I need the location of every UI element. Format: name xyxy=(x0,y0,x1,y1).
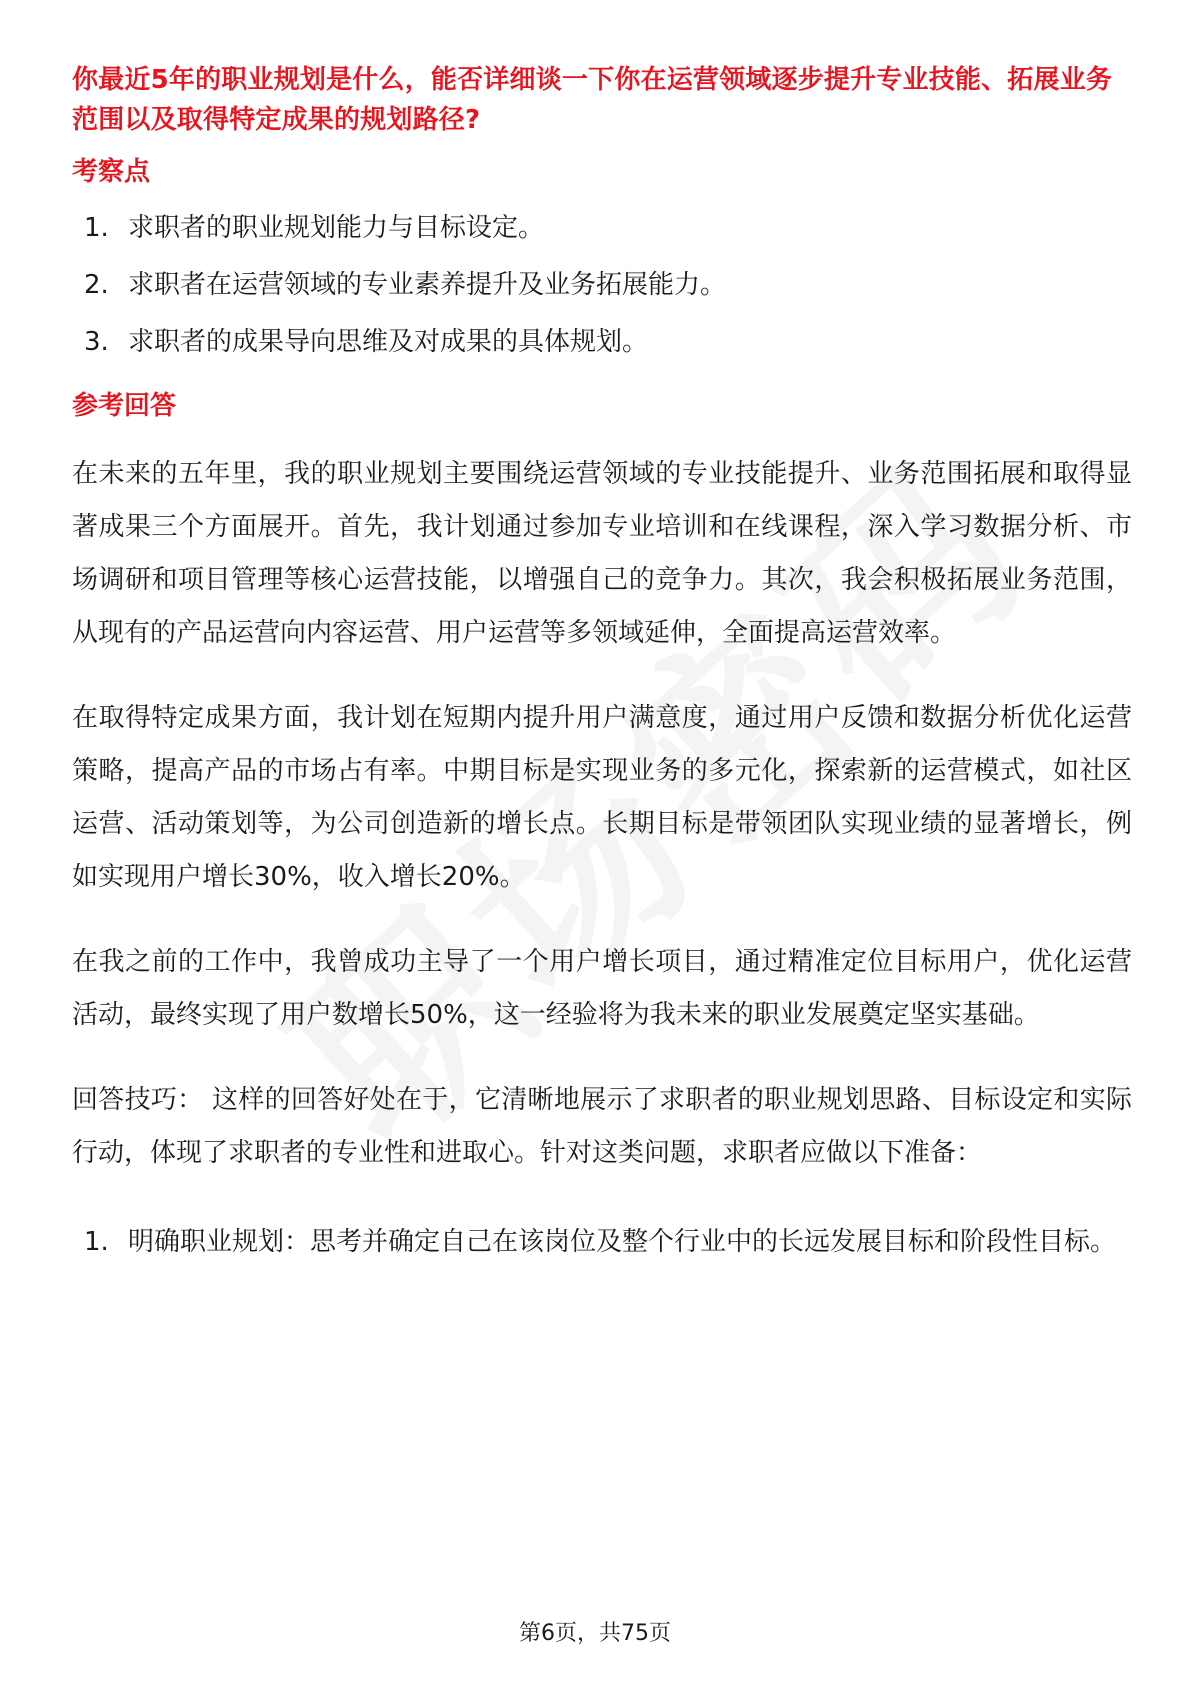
list-item xyxy=(72,210,1132,246)
list-number: 1. xyxy=(84,213,109,243)
evaluation-points-list xyxy=(72,210,1132,360)
list-item-text: 明确职业规划：思考并确定自己在该岗位及整个行业中的长远发展目标和阶段性目标。 xyxy=(128,1227,1117,1257)
answer-paragraph: 在未来的五年里，我的职业规划主要围绕运营领域的专业技能提升、业务范围拓展和取得显著成果三个方面展开。首先，我计划通过参加专业培训和在线课程，深入学习数据分析、市场调研和项目管理等核心运营技能，以增强自己的竞争力。其次，我会积极拓展业务范围，从现有的产品运营向内容运营、用户运营等多领域延伸，全面提高运营效率。 xyxy=(72,459,1132,648)
list-item xyxy=(72,324,1132,360)
list-item xyxy=(72,267,1132,303)
answer-paragraph: 在取得特定成果方面，我计划在短期内提升用户满意度，通过用户反馈和数据分析优化运营策略，提高产品的市场占有率。中期目标是实现业务的多元化，探索新的运营模式，如社区运营、活动策划等，为公司创造新的增长点。长期目标是带领团队实现业绩的显著增长，例如实现用户增长30%，收入增长20%。 xyxy=(72,703,1132,892)
section-title-kaocha: 考察点 xyxy=(72,157,151,187)
list-number: 1. xyxy=(84,1227,109,1257)
list-item-text: 求职者在运营领域的专业素养提升及业务拓展能力。 xyxy=(128,270,727,300)
question-heading: 你最近5年的职业规划是什么，能否详细谈一下你在运营领域逐步提升专业技能、拓展业务范围以及取得特定成果的规划路径? xyxy=(72,65,1113,135)
page-footer: 第6页，共75页 xyxy=(519,1621,671,1646)
list-number: 2. xyxy=(84,270,109,300)
list-item xyxy=(72,1216,1132,1269)
list-item-text: 求职者的职业规划能力与目标设定。 xyxy=(128,213,545,243)
preparation-tips-list xyxy=(72,1216,1132,1269)
list-item-text: 求职者的成果导向思维及对成果的具体规划。 xyxy=(128,327,649,357)
answer-tips-paragraph: 回答技巧： 这样的回答好处在于，它清晰地展示了求职者的职业规划思路、目标设定和实际行动，体现了求职者的专业性和进取心。针对这类问题，求职者应做以下准备： xyxy=(72,1085,1132,1168)
list-number: 3. xyxy=(84,327,109,357)
section-title-cankao: 参考回答 xyxy=(72,391,177,421)
page-content xyxy=(72,60,1132,1269)
answer-paragraph: 在我之前的工作中，我曾成功主导了一个用户增长项目，通过精准定位目标用户，优化运营活动，最终实现了用户数增长50%，这一经验将为我未来的职业发展奠定坚实基础。 xyxy=(72,947,1132,1030)
